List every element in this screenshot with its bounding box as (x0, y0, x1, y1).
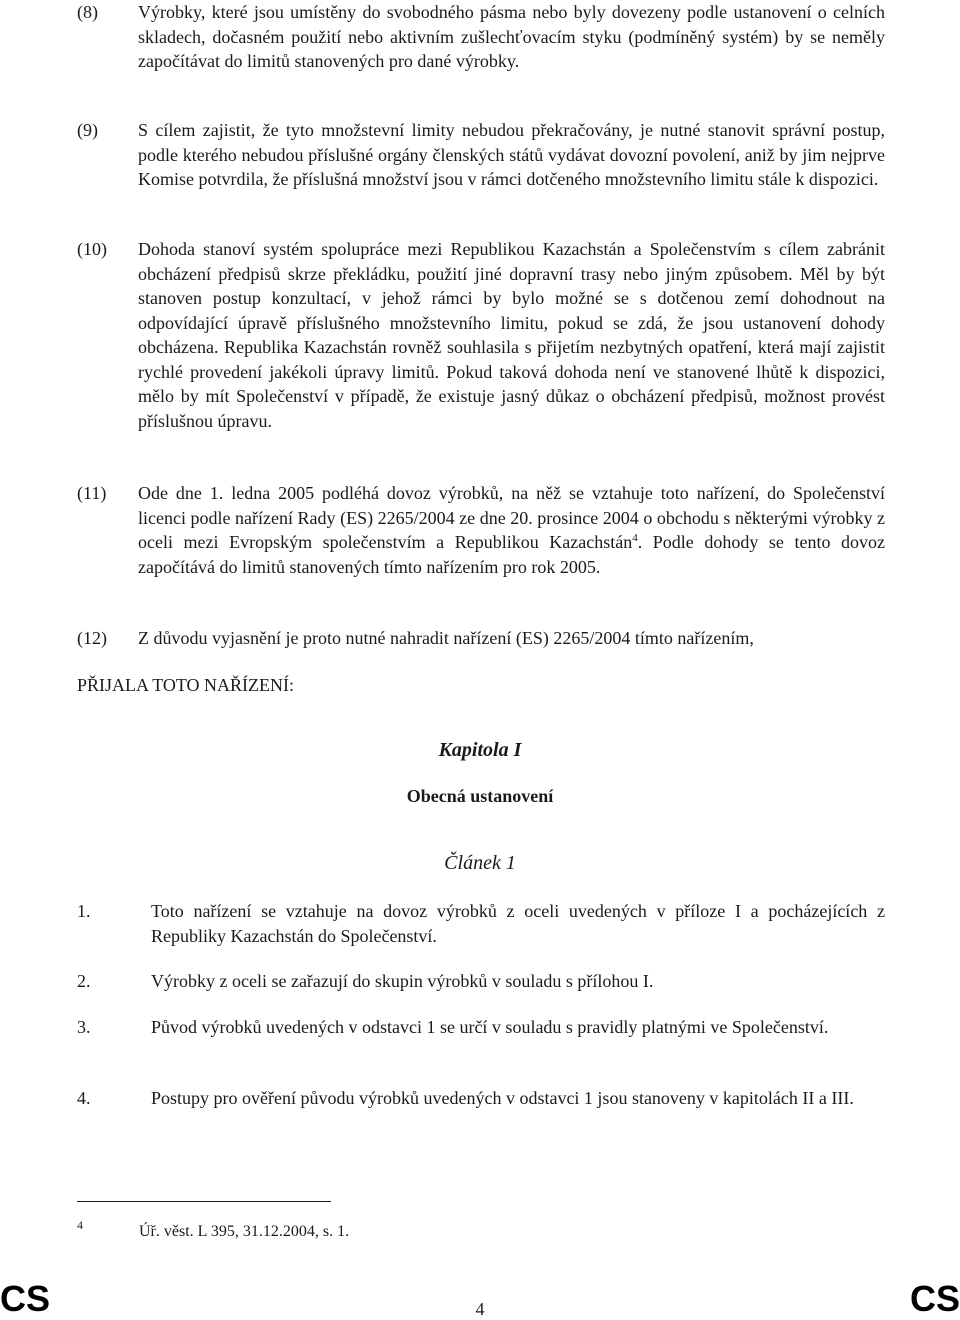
recital-8 (77, 0, 885, 74)
paragraph-text: Výrobky z oceli se zařazují do skupin výrobků v souladu s přílohou I. (151, 971, 654, 991)
paragraph-number: 1. (77, 901, 91, 921)
paragraph-number: 2. (77, 971, 91, 991)
footnote-reference[interactable]: 4 (632, 532, 638, 544)
article-paragraph-3 (77, 1015, 885, 1040)
article-paragraph-4 (77, 1086, 885, 1111)
language-code-right: CS (909, 1278, 960, 1319)
chapter-title: Kapitola I (438, 739, 522, 761)
recital-9 (77, 118, 885, 192)
article-paragraph-2 (77, 969, 885, 994)
recital-text: S cílem zajistit, že tyto množstevní limity nebudou překračovány, je nutné stanovit správní postup, podle kterého nebudou příslušné orgány členských států vydávat dovozní povolení, aniž by jim nejprve Komise potvrdila, že příslušná množství jsou v rámci dotčeného množstevního limitu stále k dispozici. (138, 120, 885, 189)
recital-text: Výrobky, které jsou umístěny do svobodného pásma nebo byly dovezeny podle ustanovení o celních skladech, dočasném použití nebo aktivním zušlechťovacím styku (podmíněný systém) by se neměly započítávat do limitů stanovených pro dané výrobky. (138, 2, 885, 71)
recital-text-after: . Podle dohody se tento dovoz započítává do limitů stanovených tímto nařízením pro rok 2005. (138, 532, 886, 577)
recital-number: (12) (77, 628, 107, 648)
article-paragraph-1 (77, 899, 885, 949)
recital-text: Dohoda stanoví systém spolupráce mezi Republikou Kazachstán a Společenstvím s cílem zabránit obcházení předpisů skrze překládku, použití jiné dopravní trasy nebo jiným způsobem. Měl by být stanoven postup konzultací, v jehož rámci by bylo možné se s dotčenou zemí dohodnout na odpovídající úpravě příslušného množstevního limitu, pokud se zdá, že jsou ustanovení dohody obcházena. Republika Kazachstán rovněž souhlasila s přijetím nezbytných opatření, která mají zajistit rychlé provedení jakékoli úpravy limitů. Pokud taková dohoda není ve stanovené lhůtě k dispozici, mělo by mít Společenství v případě, že existuje jasný důkaz o obcházení předpisů, možnost provést příslušnou úpravu. (138, 239, 885, 431)
footnote-mark: 4 (77, 1218, 83, 1232)
recital-number: (11) (77, 483, 107, 503)
recital-text-before: Ode dne 1. ledna 2005 podléhá dovoz výrobků, na něž se vztahuje toto nařízení, do Společenství licenci podle nařízení Rady (ES) 2265/2004 ze dne 20. prosince 2004 o obchodu s některými výrobky z oceli mezi Evropským společenstvím a Republikou Kazachstán (138, 483, 885, 552)
recital-11 (77, 481, 885, 579)
language-code-left: CS (0, 1278, 51, 1319)
recital-number: (8) (77, 2, 98, 22)
paragraph-text: Postupy pro ověření původu výrobků uvedených v odstavci 1 jsou stanoveny v kapitolách II a III. (151, 1088, 854, 1108)
recital-text (138, 481, 885, 579)
article-title: Článek 1 (444, 852, 516, 874)
footnote-text: Úř. věst. L 395, 31.12.2004, s. 1. (139, 1223, 350, 1240)
paragraph-number: 3. (77, 1017, 91, 1037)
recital-number: (10) (77, 239, 107, 259)
recital-10 (77, 237, 885, 433)
paragraph-text: Toto nařízení se vztahuje na dovoz výrobků z oceli uvedených v příloze I a pocházejících z Republiky Kazachstán do Společenství. (151, 901, 885, 946)
page-number: 4 (475, 1299, 485, 1319)
recital-12 (77, 626, 885, 651)
recital-number: (9) (77, 120, 98, 140)
paragraph-text: Původ výrobků uvedených v odstavci 1 se určí v souladu s pravidly platnými ve Společenství. (151, 1017, 829, 1037)
footnote-separator (77, 1201, 331, 1202)
recital-text: Z důvodu vyjasnění je proto nutné nahradit nařízení (ES) 2265/2004 tímto nařízením, (138, 628, 754, 648)
paragraph-number: 4. (77, 1088, 91, 1108)
adoption-formula: PŘIJALA TOTO NAŘÍZENÍ: (77, 675, 295, 695)
chapter-subtitle: Obecná ustanovení (406, 786, 554, 806)
